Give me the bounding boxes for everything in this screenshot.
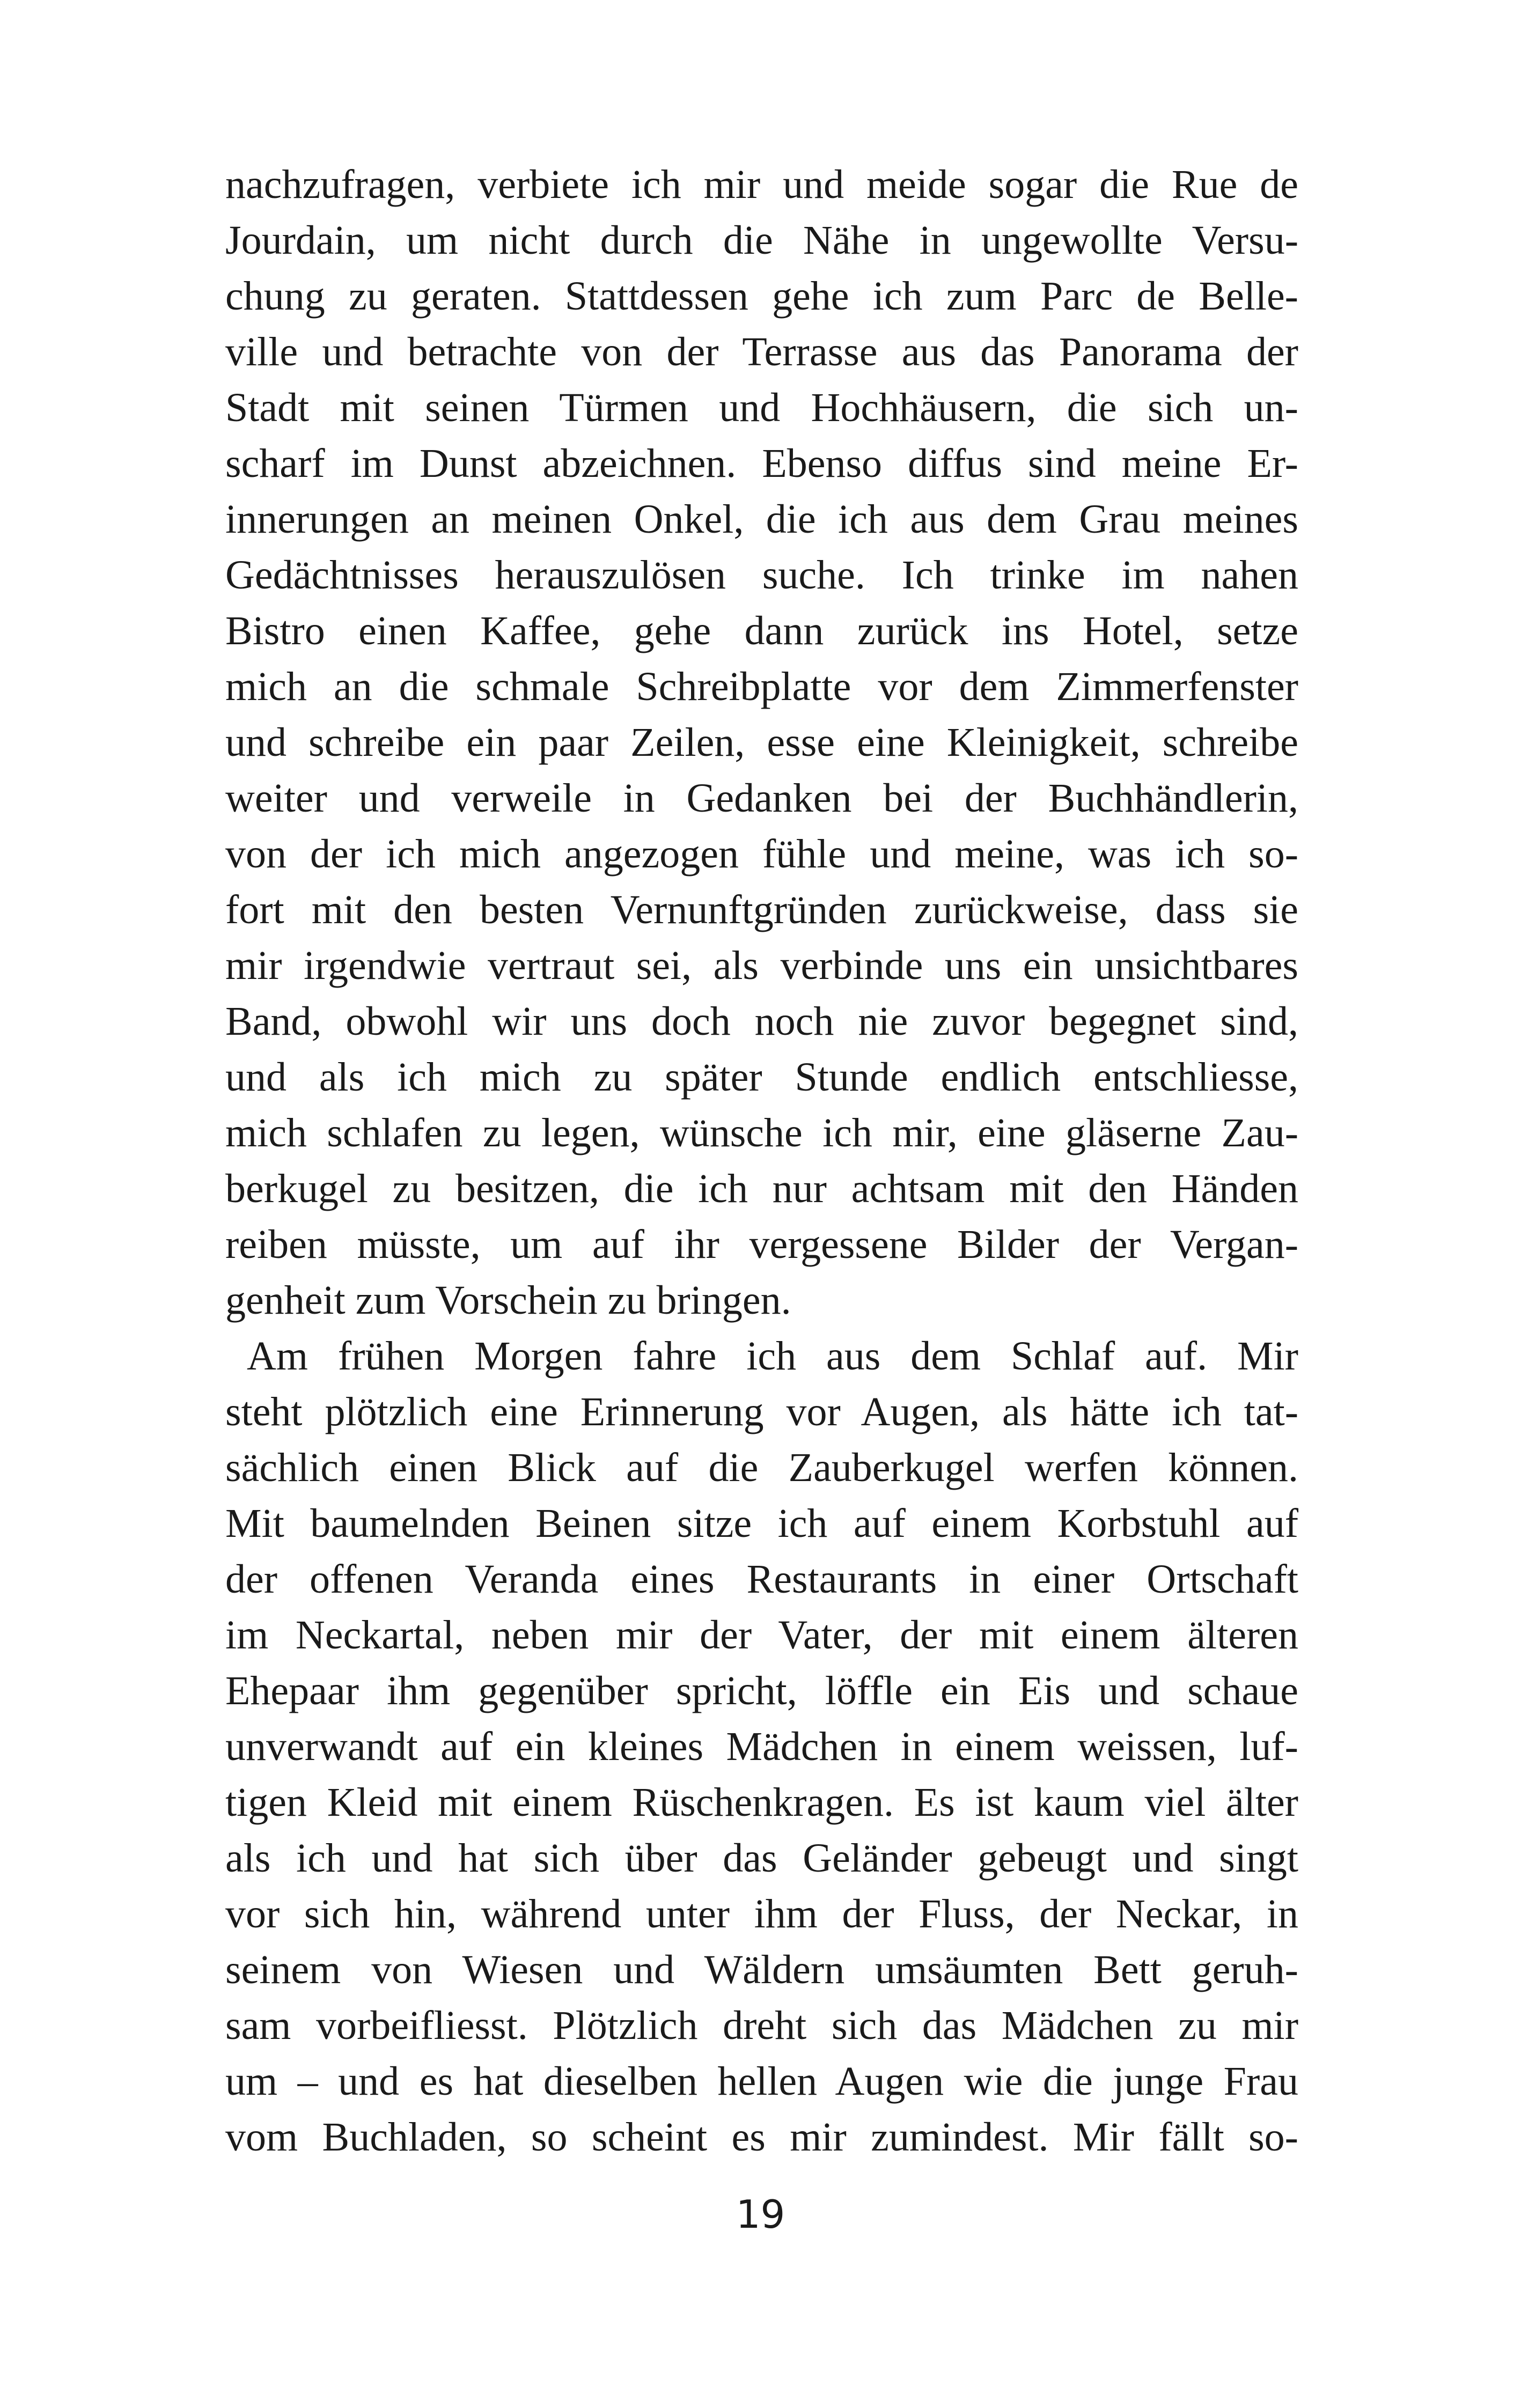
paragraph-start-line: Am frühen Morgen fahre ich aus dem Schlaf auf. Mir <box>247 1334 1298 1379</box>
text-line: vor sich hin, während unter ihm der Fluss, der Neckar, in <box>225 1891 1298 1936</box>
body-text <box>225 157 1298 2165</box>
text-line: nachzufragen, verbiete ich mir und meide sogar die Rue de <box>225 162 1298 207</box>
text-line: als ich und hat sich über das Geländer gebeugt und singt <box>225 1836 1298 1881</box>
text-line: um – und es hat dieselben hellen Augen wie die junge Frau <box>225 2059 1298 2104</box>
text-line: Ehepaar ihm gegenüber spricht, löffle ein Eis und schaue <box>225 1668 1298 1713</box>
text-line: der offenen Veranda eines Restaurants in einer Ortschaft <box>225 1557 1298 1602</box>
text-line: mir irgendwie vertraut sei, als verbinde uns ein unsichtbares <box>225 943 1298 988</box>
text-line: weiter und verweile in Gedanken bei der Buchhändlerin, <box>225 776 1298 821</box>
text-line: chung zu geraten. Stattdessen gehe ich zum Parc de Belle- <box>225 274 1298 319</box>
text-line: mich an die schmale Schreibplatte vor dem Zimmerfenster <box>225 664 1298 709</box>
text-line: Stadt mit seinen Türmen und Hochhäusern, die sich un- <box>225 385 1298 430</box>
page-number: 19 <box>736 2192 785 2237</box>
text-line: tigen Kleid mit einem Rüschenkragen. Es ist kaum viel älter <box>225 1780 1298 1825</box>
text-line: steht plötzlich eine Erinnerung vor Augen, als hätte ich tat- <box>225 1389 1298 1434</box>
text-line: sächlich einen Blick auf die Zauberkugel werfen können. <box>225 1445 1298 1490</box>
text-line: vom Buchladen, so scheint es mir zumindest. Mir fällt so- <box>225 2115 1298 2160</box>
text-line: unverwandt auf ein kleines Mädchen in einem weissen, luf- <box>225 1724 1298 1769</box>
text-line: fort mit den besten Vernunftgründen zurückweise, dass sie <box>225 887 1298 932</box>
text-line: und schreibe ein paar Zeilen, esse eine Kleinigkeit, schreibe <box>225 720 1298 765</box>
text-line: Band, obwohl wir uns doch noch nie zuvor begegnet sind, <box>225 999 1298 1044</box>
text-line: innerungen an meinen Onkel, die ich aus dem Grau meines <box>225 497 1298 542</box>
text-line: und als ich mich zu später Stunde endlich entschliesse, <box>225 1055 1298 1100</box>
text-line: Jourdain, um nicht durch die Nähe in ungewollte Versu- <box>225 218 1298 263</box>
text-line: Gedächtnisses herauszulösen suche. Ich trinke im nahen <box>225 553 1298 598</box>
text-line: sam vorbeifliesst. Plötzlich dreht sich das Mädchen zu mir <box>225 2003 1298 2048</box>
text-line: im Neckartal, neben mir der Vater, der mit einem älteren <box>225 1612 1298 1658</box>
paragraph-end-line: genheit zum Vorschein zu bringen. <box>225 1278 791 1323</box>
text-line: berkugel zu besitzen, die ich nur achtsam mit den Händen <box>225 1166 1298 1211</box>
text-line: Mit baumelnden Beinen sitze ich auf einem Korbstuhl auf <box>225 1501 1298 1546</box>
text-line: Bistro einen Kaffee, gehe dann zurück ins Hotel, setze <box>225 608 1298 653</box>
text-line: ville und betrachte von der Terrasse aus das Panorama der <box>225 329 1298 374</box>
text-line: seinem von Wiesen und Wäldern umsäumten Bett geruh- <box>225 1947 1298 1992</box>
text-line: mich schlafen zu legen, wünsche ich mir, eine gläserne Zau- <box>225 1110 1298 1155</box>
text-line: scharf im Dunst abzeichnen. Ebenso diffus sind meine Er- <box>225 441 1298 486</box>
text-line: reiben müsste, um auf ihr vergessene Bilder der Vergan- <box>225 1222 1298 1267</box>
text-line: von der ich mich angezogen fühle und meine, was ich so- <box>225 831 1298 877</box>
